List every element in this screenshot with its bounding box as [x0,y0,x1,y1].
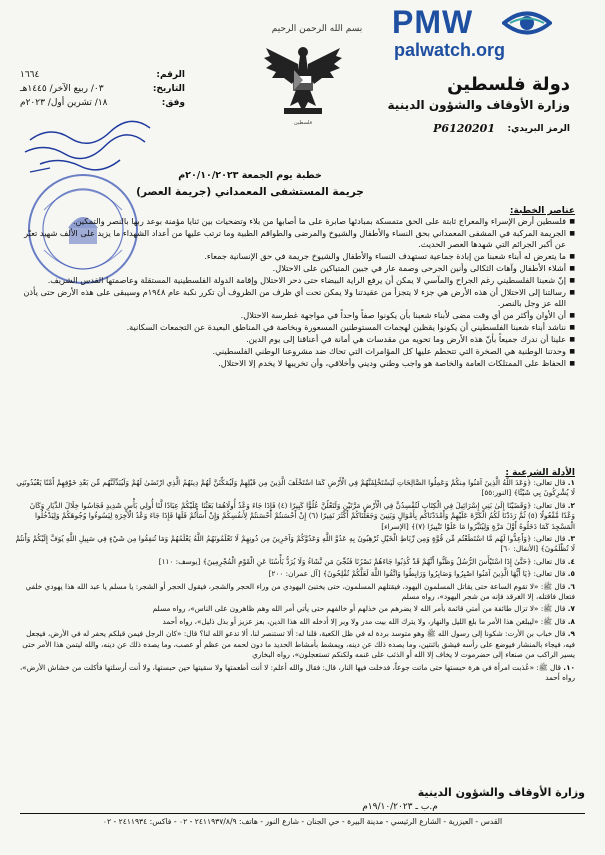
evidence-item [15,501,575,532]
date-label: التاريخ: [152,84,185,94]
reference-block [20,68,185,110]
corresponding-label: وفق: [161,98,185,108]
element-item: ■ أشلاء الأطفال وآهات الثكالى وأنين الجرحى وصمة عار في جبين المتباكين على الاحتلال. [15,263,575,274]
evidence-text: قال تعالى: ﴿وَقَضَيْنَا إِلَىٰ بَنِي إِسْرَائِيلَ فِي الْكِتَابِ لَتُفْسِدُنَّ فِي الْأَرْضِ مَرَّتَيْنِ وَلَتَعْلُنَّ عُلُوًّا كَبِيرًا (٤) فَإِذَا جَاءَ وَعْدُ أُولَاهُمَا بَعَثْنَا عَلَيْكُمْ عِبَادًا لَّنَا أُولِي بَأْسٍ شَدِيدٍ فَجَاسُوا خِلَالَ الدِّيَارِ وَكَانَ وَعْدًا مَّفْعُولًا (٥) ثُمَّ رَدَدْنَا لَكُمُ الْكَرَّةَ عَلَيْهِمْ وَأَمْدَدْنَاكُم بِأَمْوَالٍ وَبَنِينَ وَجَعَلْنَاكُمْ أَكْثَرَ نَفِيرًا (٦) إِنْ أَحْسَنتُمْ أَحْسَنتُمْ لِأَنفُسِكُمْ وَإِنْ أَسَأْتُمْ فَلَهَا فَإِذَا جَاءَ وَعْدُ الْآخِرَةِ لِيَسُوءُوا وُجُوهَكُمْ وَلِيَدْخُلُوا الْمَسْجِدَ كَمَا دَخَلُوهُ أَوَّلَ مَرَّةٍ وَلِيُتَبِّرُوا مَا عَلَوْا تَتْبِيرًا (٧)﴾ [الإسراء] [29,500,575,531]
evidence-text: قال خباب بن الأرت: شكونا إلى رسول الله ﷺ وهو متوسد بردة له في ظل الكعبة، قلنا له: ألا تستنصر لنا، ألا تدعو الله لنا؟ قال: «كان الرجل فيمن قبلكم يحفر له في الأرض، فيجعل فيه، فيجاء بالمنشار فيوضع على رأسه فيشق باثنتين، وما يصده ذلك عن دينه، ويمشط بأمشاط الحديد ما دون لحمه من عظم أو عصب، وما يصده ذلك عن دينه، والله ليتمن هذا الأمر حتى يسير الراكب من صنعاء إلى حضرموت لا يخاف إلا الله أو الذئب على غنمه ولكنكم تستعجلون»، رواه البخاري [22,629,575,660]
evidence-section [15,468,575,685]
evidence-heading: الأدلة الشرعية : [505,468,575,478]
evidence-number: ٥. [567,569,575,579]
element-item: ■ وحدتنا الوطنية هي الصخرة التي تتحطم عليها كل المؤامرات التي تحاك ضد مشروعنا الوطني الفلسطيني. [15,346,575,357]
footer-divider [20,813,585,814]
evidence-text: قال تعالى: ﴿حَتَّىٰ إِذَا اسْتَيْأَسَ الرُّسُلُ وَظَنُّوا أَنَّهُمْ قَدْ كُذِبُوا جَاءَهُمْ نَصْرُنَا فَنُجِّيَ مَن نَّشَاءُ وَلَا يُرَدُّ بَأْسُنَا عَنِ الْقَوْمِ الْمُجْرِمِينَ﴾ [يوسف: ١١٠] [158,556,566,566]
element-item: ■ الحفاظ على الممتلكات العامة والخاصة هو واجب وطني وديني وأخلاقي، وأن تخريبها لا يخدم إلا الاحتلال. [15,358,575,369]
footer-date: م.ب ـ ١٩/١٠/٢٠٢٣م [362,802,438,812]
evidence-text: قال ﷺ: «لا تقوم الساعة حتى يقاتل المسلمون اليهود، فيقتلهم المسلمون، حتى يختبئ اليهودي من وراء الحجر والشجر، فيقول الحجر أو الشجر: يا مسلم يا عبد الله هذا يهودي خلفي فتعال فاقتله، إلا الغرقد فإنه من شجر اليهود»، رواه مسلم [25,581,575,602]
evidence-number: ٦. [567,581,575,591]
ministry-name: وزارة الأوقاف والشؤون الدينية [387,98,570,112]
evidence-number: ١٠. [563,662,575,672]
sermon-heading: خطبة يوم الجمعة ٢٠/١٠/٢٠٢٣م [178,170,322,181]
element-item: ■ ما يتعرض له أبناء شعبنا من إبادة جماعية تستهدف النساء والأطفال والشيوخ جريمة في حق الإنسانية جمعاء. [15,251,575,262]
evidence-text: قال ﷺ: «ليبلغن هذا الأمر ما بلغ الليل والنهار، ولا يترك الله بيت مدر ولا وبر إلا أدخله الله هذا الدين، بعز عزيز أو بذل ذليل»، رواه أحمد [162,616,566,626]
evidence-item [15,478,575,499]
postal-code-label: الرمز البريدي: [507,124,570,134]
emblem-caption: فلسطين [294,120,312,126]
evidence-item [15,663,575,684]
palestine-eagle-emblem-icon [262,40,344,118]
evidence-text: قال ﷺ: «لا تزال طائفة من أمتي قائمة بأمر الله لا يضرهم من خذلهم أو خالفهم حتى يأتي أمر الله وهم ظاهرون على الناس»، رواه مسلم [152,604,566,614]
elements-heading: عناصر الخطبة: [509,206,575,216]
element-item: ■ نناشد أبناء شعبنا الفلسطيني أن يكونوا يقظين لهجمات المستوطنين المسعورة وبخاصة في المناطق البعيدة عن التجمعات السكانية. [15,322,575,333]
element-item: ■ الجريمة المركبة في المشفى المعمداني بحق النساء والأطفال والشيوخ والمرضى والطواقم الطبية وما ترتب عليها من أعداد الشهداء ما يزيد على الألف شهيد تعبّر عن أكبر الجرائم التي شهدها العصر الحديث. [15,228,575,250]
element-item: ■ فلسطين أرض الإسراء والمعراج ثابتة على الحق متمسكة بمبادئها صابرة على ما أصابها من بلاء وتضحيات بين ثنايا مؤمنة بوعد ربها بالنصر والتمكين. [15,216,575,227]
state-name: دولة فلسطين [447,74,570,95]
eye-logo-icon [502,8,552,38]
evidence-number: ٣. [567,534,575,544]
elements-list [15,216,575,369]
evidence-text: قال ﷺ: «عُذبت امرأة في هرة حبستها حتى ماتت جوعاً، فدخلت فيها النار، قال: فقال والله أعلم: لا أنت أطعمتها ولا سقيتها حين حبستها، ولا أنت أرسلتها فأكلت من خشاش الأرض»، رواه أحمد [19,662,575,682]
sermon-subject: جريمة المستشفى المعمداني (جريمة العصر) [136,186,364,198]
ref-value: ١٦٦٤ [20,70,40,80]
palwatch-site-text: palwatch.org [394,40,506,60]
evidence-number: ٤. [567,556,575,566]
evidence-text: قال تعالى: ﴿وَعَدَ اللَّهُ الَّذِينَ آمَنُوا مِنكُمْ وَعَمِلُوا الصَّالِحَاتِ لَيَسْتَخْلِفَنَّهُمْ فِي الْأَرْضِ كَمَا اسْتَخْلَفَ الَّذِينَ مِن قَبْلِهِمْ وَلَيُمَكِّنَنَّ لَهُمْ دِينَهُمُ الَّذِي ارْتَضَىٰ لَهُمْ وَلَيُبَدِّلَنَّهُم مِّن بَعْدِ خَوْفِهِمْ أَمْنًا يَعْبُدُونَنِي لَا يُشْرِكُونَ بِي شَيْئًا﴾ [النور:٥٥] [16,478,575,498]
evidence-number: ٧. [567,604,575,614]
elements-section [15,206,575,370]
evidence-item [15,629,575,660]
evidence-number: ١. [567,478,575,487]
date-gregorian: ١٨/ تشرين أول/ ٢٠٢٣م [20,98,108,108]
basmala: بسم الله الرحمن الرحيم [271,24,363,34]
postal-code-value: P6120201 [433,122,495,135]
evidence-number: ٨. [567,616,575,626]
pmw-logo-text: PMW [392,4,474,40]
evidence-item [15,604,575,614]
evidence-item [15,582,575,603]
evidence-text: قال تعالى: ﴿يَا أَيُّهَا الَّذِينَ آمَنُوا اصْبِرُوا وَصَابِرُوا وَرَابِطُوا وَاتَّقُوا اللَّهَ لَعَلَّكُمْ تُفْلِحُونَ﴾ [آل عمران: ٢٠٠] [268,569,566,579]
ref-label: الرقم: [156,70,185,80]
evidence-number: ٩. [567,629,575,639]
evidence-item [15,534,575,555]
evidence-text: قال تعالى: ﴿وَأَعِدُّوا لَهُم مَّا اسْتَطَعْتُم مِّن قُوَّةٍ وَمِن رِّبَاطِ الْخَيْلِ تُرْهِبُونَ بِهِ عَدُوَّ اللَّهِ وَعَدُوَّكُمْ وَآخَرِينَ مِن دُونِهِمْ لَا تَعْلَمُونَهُمُ اللَّهُ يَعْلَمُهُمْ وَمَا تُنفِقُوا مِن شَيْءٍ فِي سَبِيلِ اللَّهِ يُوَفَّ إِلَيْكُمْ وَأَنتُمْ لَا تُظْلَمُونَ﴾ [الأنفال: ٦٠] [15,534,575,554]
evidence-item [15,617,575,627]
evidence-list [15,478,575,683]
element-item: ■ رسالتنا إلى الاحتلال أن هذه الأرض هي جزء لا يتجزأ من عقيدتنا ولا يمكن تحت أي ظرف من الظروف أن تكرر نكبة عام ١٩٤٨م وسيبقى على هذه الأرض حتى يأذن الله عز وجل بالنصر. [15,287,575,309]
element-item: ■ علينا أن ندرك جميعاً بأنّ هذه الأرض وما تحويه من مقدسات هي أمانة في أعناقنا إلى يوم الدين. [15,334,575,345]
evidence-item [15,557,575,567]
footer-ministry: وزارة الأوقاف والشؤون الدينية [417,786,585,799]
footer-address: القدس - العيزرية - الشارع الرئيسي - مدينة البيرة - حي الجنان - شارع النور - هاتف: ٢٤١١٩٣٧/٨/٩ - ٠٢ - فاكس: ٢٤١١٩٣٤ - ٠٢ [102,817,503,826]
evidence-number: ٢. [567,500,575,510]
evidence-item [15,569,575,579]
element-item: ■ أن الأوان وأكثر من أي وقت مضى لأبناء شعبنا بأن يكونوا صفاً واحداً في مواجهة غطرسة الاحتلال. [15,310,575,321]
date-hijri: ٠٣/ ربيع الآخر/ ١٤٤٥هـ [20,84,104,94]
element-item: ■ إنّ شعبنا الفلسطيني رغم الجراح والمآسي لا يمكن أن يرفع الراية البيضاء حتى دحر الاحتلال وإقامة الدولة الفلسطينية المستقلة وعاصمتها القدس الشريف. [15,275,575,286]
